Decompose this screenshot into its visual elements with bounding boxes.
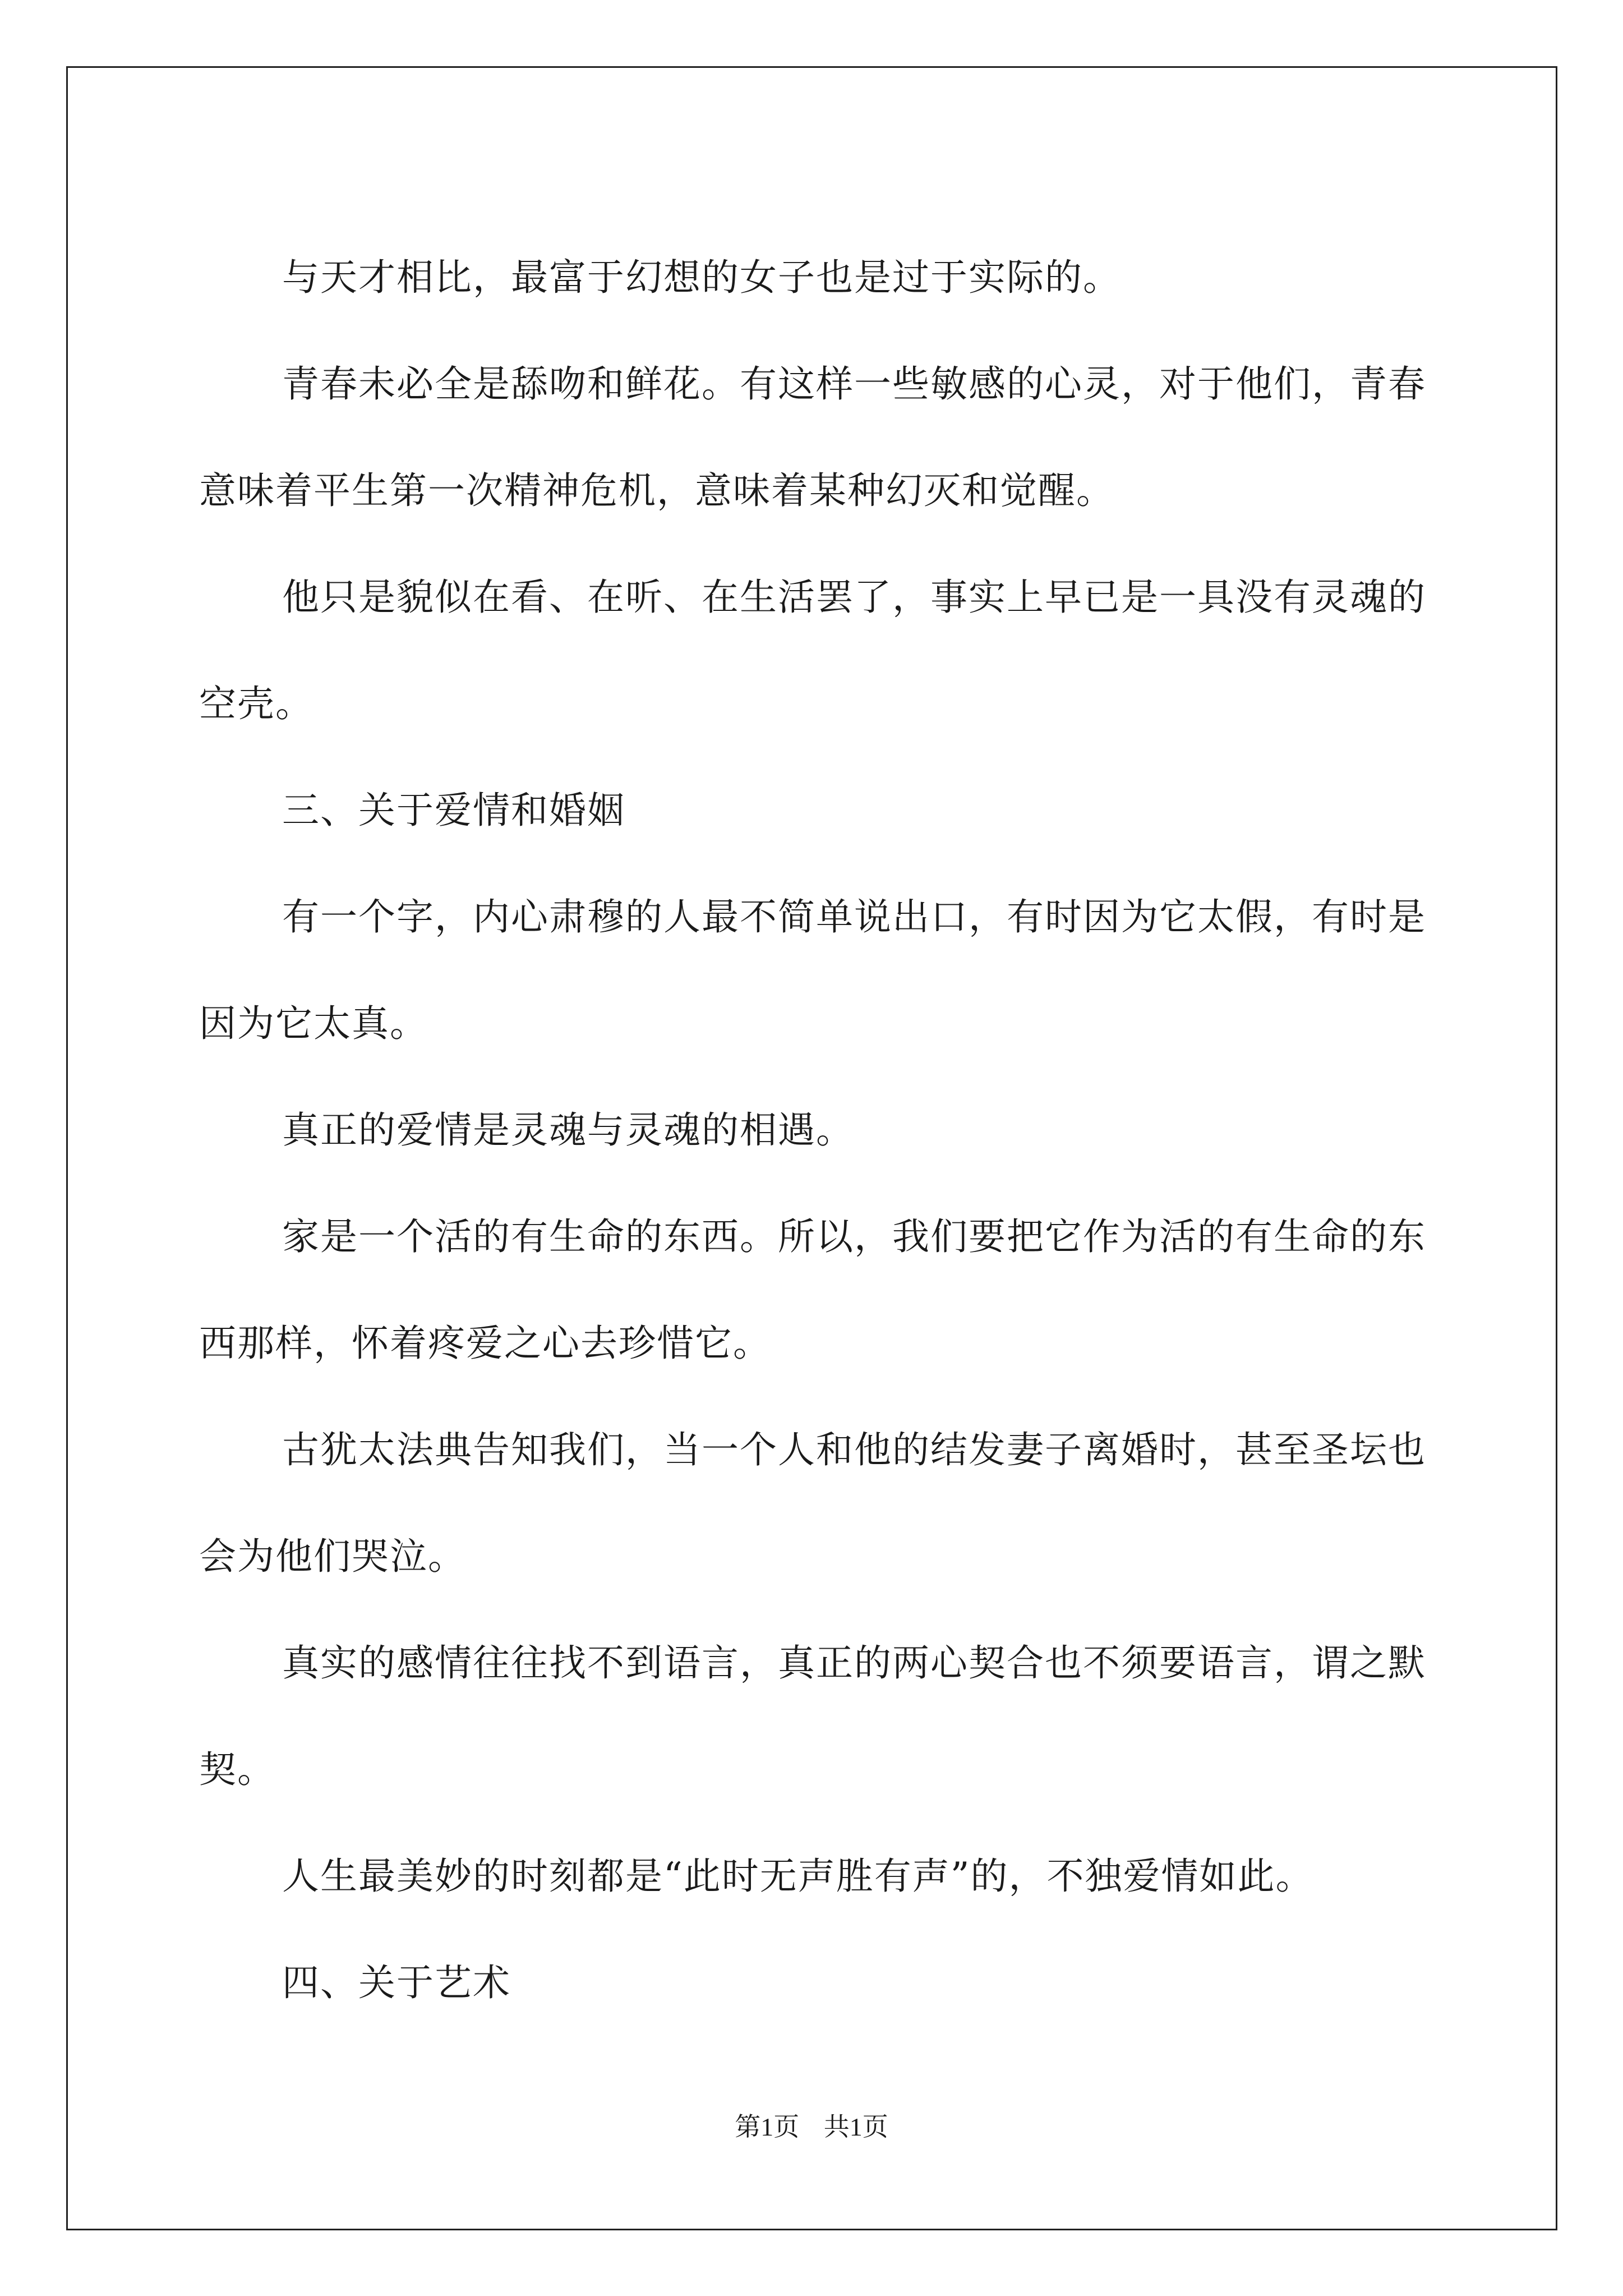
paragraph: 有一个字，内心肃穆的人最不简单说出口，有时因为它太假，有时是因为它太真。 — [199, 895, 1426, 1045]
paragraph: 真正的爱情是灵魂与灵魂的相遇。 — [282, 1108, 854, 1152]
page-footer — [0, 2106, 1623, 2143]
section-heading: 三、关于爱情和婚姻 — [282, 789, 625, 832]
paragraph: 人生最美妙的时刻都是“此时无声胜有声”的，不独爱情如此。 — [282, 1855, 1314, 1898]
paragraph: 家是一个活的有生命的东西。所以，我们要把它作为活的有生命的东西那样，怀着疼爱之心去珍惜它。 — [199, 1215, 1426, 1365]
document-body — [199, 224, 1433, 2036]
paragraph: 真实的感情往往找不到语言，真正的两心契合也不须要语言，谓之默契。 — [199, 1641, 1426, 1791]
section-heading: 四、关于艺术 — [282, 1961, 511, 2004]
paragraph: 青春未必全是舔吻和鲜花。有这样一些敏感的心灵，对于他们，青春意味着平生第一次精神危机，意味着某种幻灭和觉醒。 — [199, 362, 1426, 512]
page-total: 共1页 — [823, 2113, 888, 2141]
paragraph: 古犹太法典告知我们，当一个人和他的结发妻子离婚时，甚至圣坛也会为他们哭泣。 — [199, 1428, 1426, 1578]
paragraph: 与天才相比，最富于幻想的女子也是过于实际的。 — [282, 256, 1121, 299]
page-number: 第1页 — [735, 2113, 800, 2141]
paragraph: 他只是貌似在看、在听、在生活罢了，事实上早已是一具没有灵魂的空壳。 — [199, 576, 1426, 725]
